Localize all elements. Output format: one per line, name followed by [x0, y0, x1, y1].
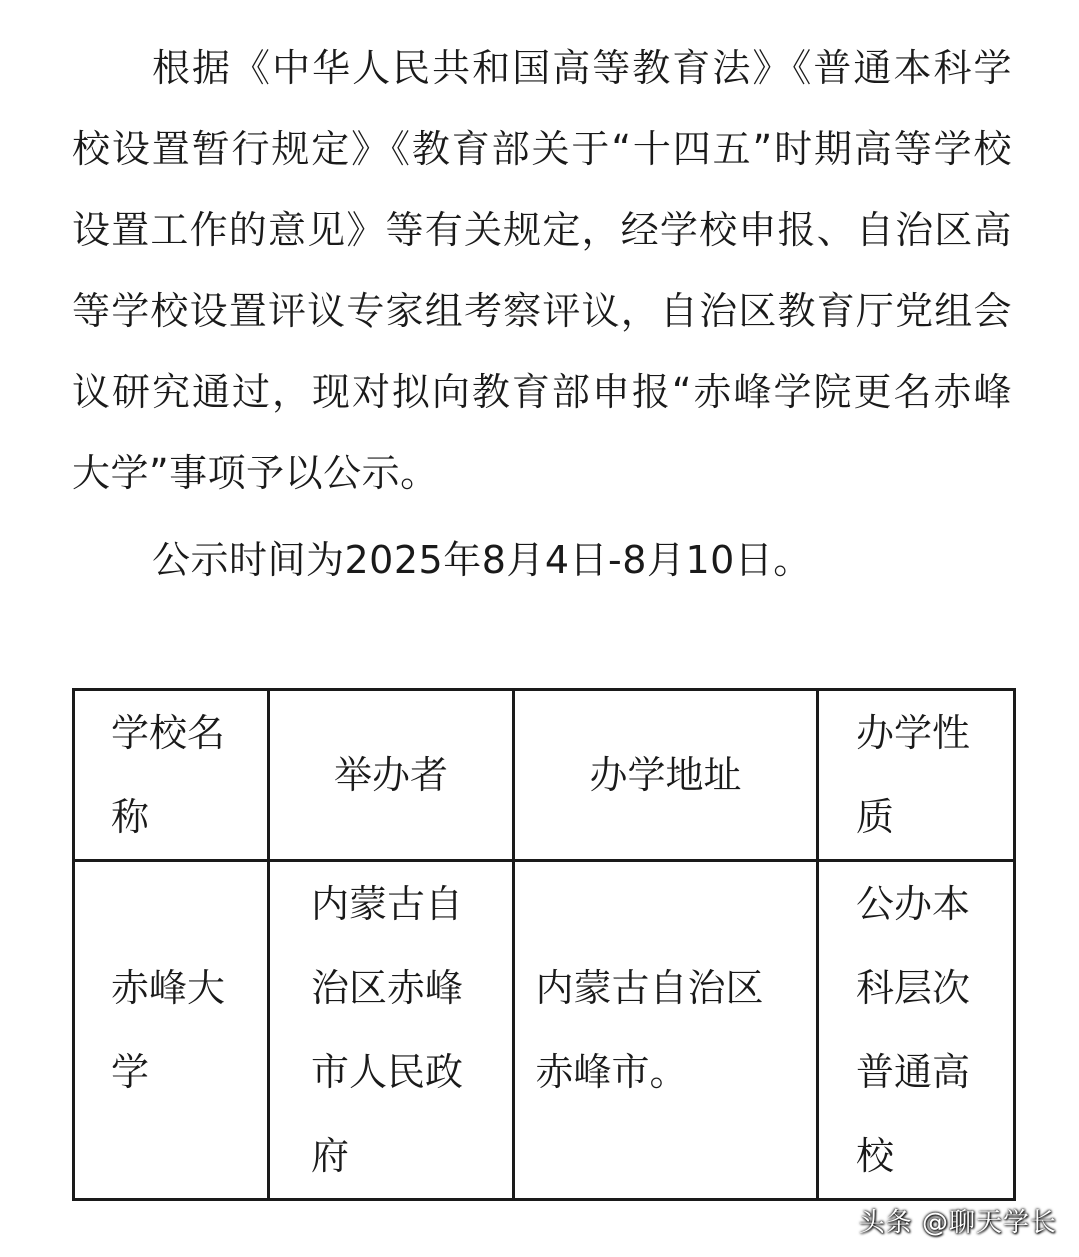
- cell-school-name: [74, 861, 269, 1200]
- header-sponsor-text: 举办者: [333, 753, 448, 797]
- source-watermark: 头条 @聊天学长: [858, 1208, 1057, 1238]
- cell-nature-text: 公办本科层次普通高校: [856, 882, 971, 1178]
- cell-sponsor: [269, 861, 514, 1200]
- table-header-row: [74, 690, 1015, 861]
- header-nature: [818, 690, 1015, 861]
- header-nature-text: 办学性质: [856, 711, 971, 839]
- header-school-name-text: 学校名称: [111, 711, 226, 839]
- cell-nature: [818, 861, 1015, 1200]
- cell-address: [514, 861, 818, 1200]
- header-address-text: 办学地址: [589, 753, 742, 797]
- notice-paragraph-main: 根据《中华人民共和国高等教育法》《普通本科学校设置暂行规定》《教育部关于“十四五”时期高等学校设置工作的意见》等有关规定，经学校申报、自治区高等学校设置评议专家组考察评议，自治区教育厅党组会议研究通过，现对拟向教育部申报“赤峰学院更名赤峰大学”事项予以公示。: [72, 46, 1012, 495]
- header-sponsor: [269, 690, 514, 861]
- table-row: [74, 861, 1015, 1200]
- cell-school-name-text: 赤峰大学: [111, 966, 226, 1094]
- cell-address-text: 内蒙古自治区赤峰市。: [535, 966, 764, 1094]
- header-school-name: [74, 690, 269, 861]
- notice-body: [72, 28, 1012, 601]
- header-address: [514, 690, 818, 861]
- cell-sponsor-text: 内蒙古自治区赤峰市人民政府: [311, 882, 464, 1178]
- school-info-table: [72, 688, 1016, 1201]
- notice-paragraph-period: 公示时间为2025年8月4日-8月10日。: [152, 538, 812, 582]
